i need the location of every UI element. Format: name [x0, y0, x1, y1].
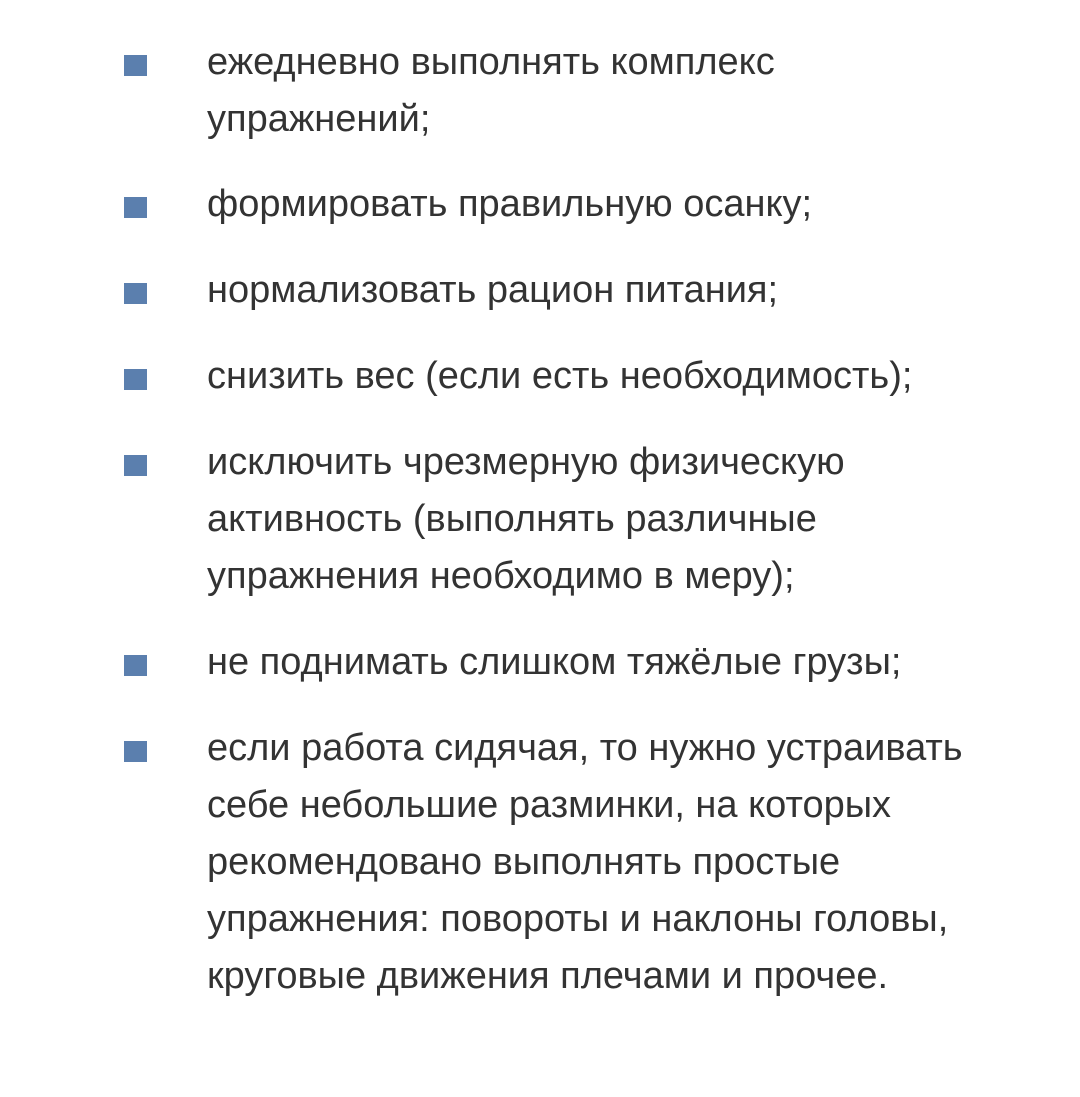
- square-bullet-icon: [124, 55, 147, 76]
- square-bullet-icon: [124, 283, 147, 304]
- list-item-text: если работа сидячая, то нужно устраивать себе небольшие разминки, на которых рекомендовано выполнять простые упражнения: повороты и наклоны головы, круговые движения плечами и прочее.: [207, 727, 963, 997]
- list-item-text: исключить чрезмерную физическую активность (выполнять различные упражнения необходимо в меру);: [207, 441, 845, 597]
- list-item-text: нормализовать рацион питания;: [207, 269, 779, 311]
- list-item-text: формировать правильную осанку;: [207, 183, 813, 225]
- square-bullet-icon: [124, 369, 147, 390]
- list-item-text: ежедневно выполнять комплекс упражнений;: [207, 41, 775, 140]
- list-item-text: снизить вес (если есть необходимость);: [207, 355, 913, 397]
- square-bullet-icon: [124, 197, 147, 218]
- square-bullet-icon: [124, 655, 147, 676]
- list-item-text: не поднимать слишком тяжёлые грузы;: [207, 641, 902, 683]
- square-bullet-icon: [124, 741, 147, 762]
- square-bullet-icon: [124, 455, 147, 476]
